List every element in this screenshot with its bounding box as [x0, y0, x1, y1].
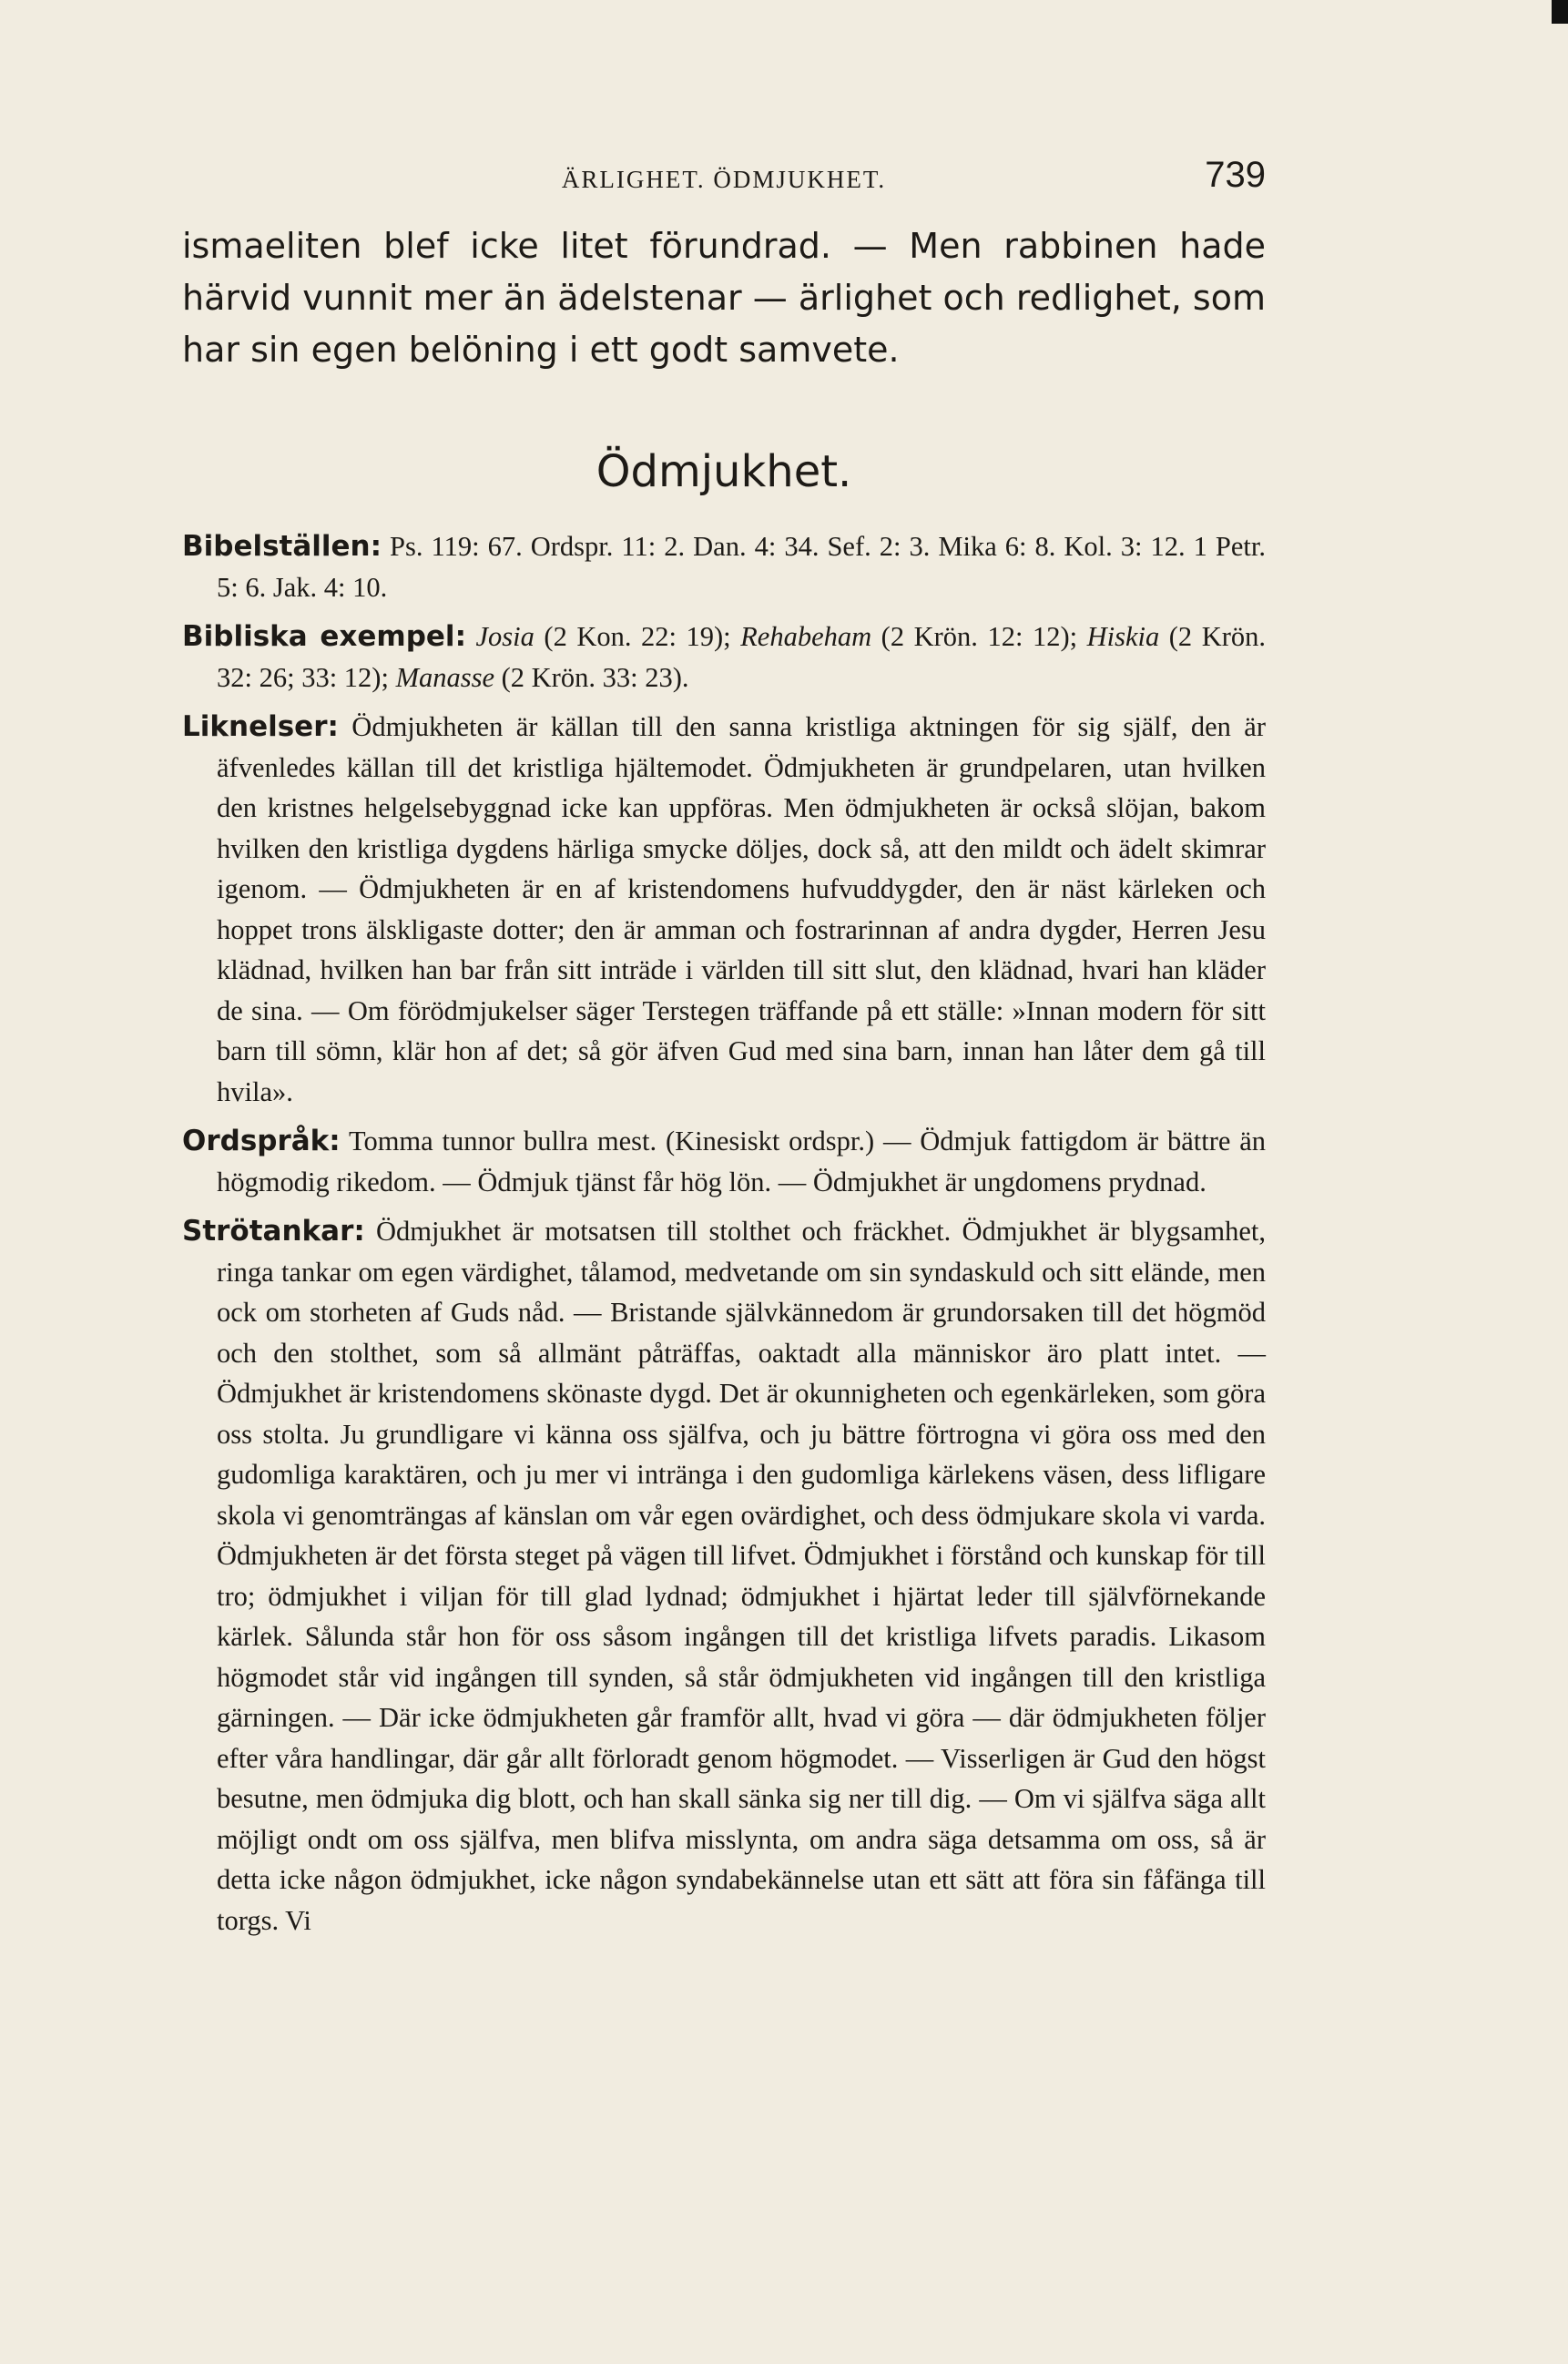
entry-label: Liknelser: [182, 710, 339, 743]
biblical-name: Rehabeham [740, 621, 872, 652]
entry-strotankar [182, 1211, 1266, 1941]
biblical-name: Josia [475, 621, 535, 652]
entry-label: Ordspråk: [182, 1125, 341, 1157]
biblical-reference: (2 Krön. 12: 12); [871, 621, 1087, 652]
biblical-reference: (2 Krön. 32: 26; 33: 12); [217, 621, 1266, 693]
biblical-name: Manasse [395, 661, 494, 693]
biblical-reference: (2 Krön. 33: 23). [494, 661, 689, 693]
entry-text: Ödmjukhet är motsatsen till stolthet och fräckhet. Ödmjukhet är blygsamhet, ringa tankar om egen värdighet, tålamod, medvetande om sin syndaskuld och sitt elände, men ock om storheten af Guds nåd. — Bristande självkännedom är grundorsaken till det högmöd och den stolthet, som så allmänt påträffas, oaktadt alla människor äro platt intet. — Ödmjukhet är kristendomens skönaste dygd. Det är okunnigheten och egenkärleken, som göra oss stolta. Ju grundligare vi känna oss själfva, och ju bättre förtrogna vi göra oss med den gudomliga karaktären, och ju mer vi inträngа i den gudomliga kärlekens väsen, dess lifligare skola vi genomträngas af känslan om vår egen ovärdighet, och dess ödmjukare skola vi varda. Ödmjukheten är det första steget på vägen till lifvet. Ödmjukhet i förstånd och kunskap för till tro; ödmjukhet i viljan för till glad lydnad; ödmjukhet i hjärtat leder till självförnekande kärlek. Sålunda står hon för oss såsom ingången till det kristliga lifvets paradis. Likasom högmodet står vid ingången till synden, så står ödmjukheten vid ingången till den kristliga gärningen. — Där icke ödmjukheten går framför allt, hvad vi göra — där ödmjukheten följer efter våra handlingar, där går allt förloradt genom högmodet. — Visserligen är Gud den högst besutne, men ödmjuka dig blott, och han skall sänka sig ner till dig. — Om vi själfva säga allt möjligt ondt om oss själfva, men blifva misslynta, om andra säga detsamma om oss, så är detta icke någon ödmjukhet, icke någon syndabekännelse utan ett sätt att föra sin fåfänga till torgs. Vi [217, 1216, 1266, 1936]
entry-label: Strötankar: [182, 1215, 365, 1248]
previous-paragraph: ismaeliten blef icke litet förundrad. — Men rabbinen hade härvid vunnit mer än ädelstenar — ärlighet och redlighet, som har sin egen belöning i ett godt samvete. [182, 226, 1266, 370]
page-number: 739 [1205, 155, 1266, 195]
biblical-name: Hiskia [1086, 621, 1160, 652]
entry-text: Ps. 119: 67. Ordspr. 11: 2. Dan. 4: 34. Sef. 2: 3. Mika 6: 8. Kol. 3: 12. 1 Petr. 5: 6. Jak. 4: 10. [217, 531, 1266, 603]
entry-ordsprak [182, 1121, 1266, 1202]
entry-bibliska-exempel [182, 616, 1266, 698]
running-header [182, 155, 1266, 209]
running-title: ÄRLIGHET. ÖDMJUKHET. [561, 166, 887, 193]
entry-text: Ödmjukheten är källan till den sanna kristliga aktningen för sig själf, den är äfvenledes källan till det kristliga hjältemodet. Ödmjukheten är grundpelaren, utan hvilken den kristnes helgelsebyggnad icke kan uppföras. Men ödmjukheten är också slöjan, bakom hvilken den kristliga dygdens härliga smycke döljes, dock så, att den mildt och ädelt skimrar igenom. — Ödmjukheten är en af kristendomens hufvuddygder, den är näst kärleken och hoppet trons älskligaste dotter; den är amman och fostrarinnan af andra dygder, Herren Jesu klädnad, hvilken han bar från sitt inträde i världen till sitt slut, den klädnad, hvari han kläder de sina. — Om förödmjukelser säger Terstegen träffande på ett ställe: »Innan modern för sitt barn till sömn, klär hon af det; så gör äfven Gud med sina barn, innan han låter dem gå till hvila». [217, 711, 1266, 1107]
entry-liknelser [182, 707, 1266, 1112]
entry-text: Tomma tunnor bullra mest. (Kinesiskt ordspr.) — Ödmjuk fattigdom är bättre än högmodig rikedom. — Ödmjuk tjänst får hög lön. — Ödmjukhet är ungdomens prydnad. [217, 1126, 1266, 1197]
scan-corner-mark [1552, 0, 1568, 24]
biblical-reference: (2 Kon. 22: 19); [534, 621, 741, 652]
entry-bibelstallen [182, 526, 1266, 607]
section-body [182, 526, 1266, 1950]
section-title: Ödmjukhet. [596, 446, 852, 497]
entry-label: Bibelställen: [182, 530, 382, 563]
entry-label: Bibliska exempel: [182, 620, 466, 653]
